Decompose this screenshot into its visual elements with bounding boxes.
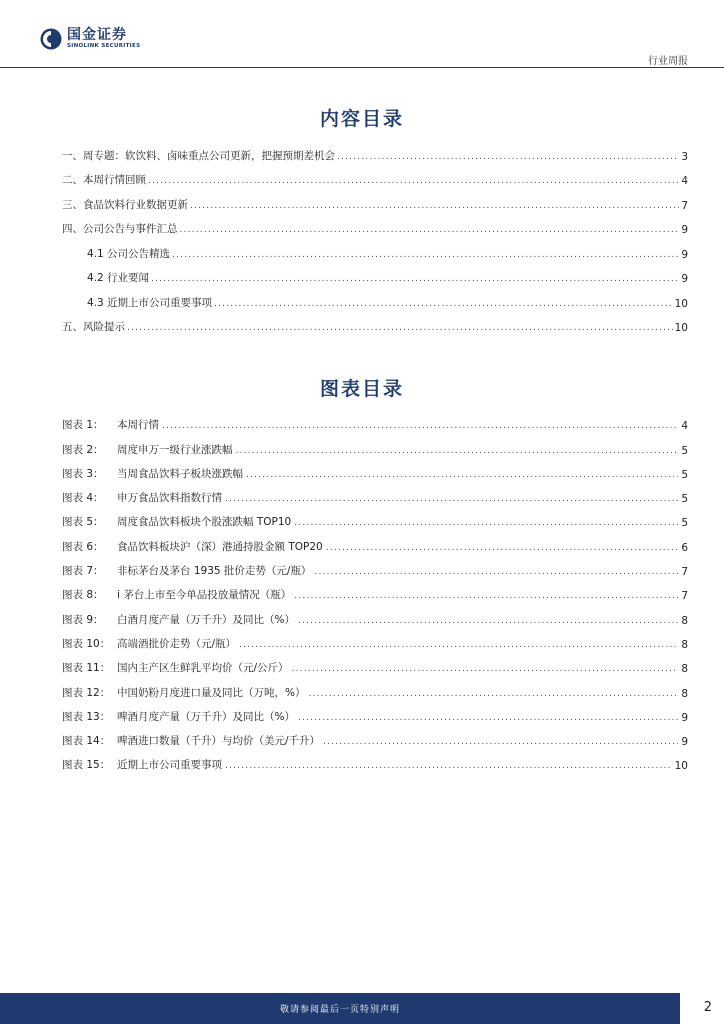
dot-leader — [294, 518, 678, 529]
figure-num: 图表 6： — [62, 540, 104, 553]
figure-page: 5 — [681, 493, 688, 506]
figure-num: 图表 14： — [62, 735, 111, 748]
figure-num: 图表 15： — [62, 759, 111, 772]
figure-page: 7 — [681, 566, 688, 579]
figure-label: 申万食品饮料指数行情 — [117, 492, 222, 505]
figure-page: 5 — [681, 444, 688, 457]
dot-leader — [298, 616, 678, 627]
toc-item[interactable] — [62, 138, 688, 163]
list-of-figures — [62, 408, 688, 772]
dot-leader — [127, 323, 673, 334]
figure-item[interactable] — [62, 554, 688, 578]
figure-page: 5 — [681, 517, 688, 530]
dot-leader — [314, 567, 678, 578]
dot-leader — [337, 152, 679, 163]
figure-label: 当周食品饮料子板块涨跌幅 — [117, 467, 243, 480]
toc-item-page: 10 — [674, 297, 688, 310]
figure-label: 中国奶粉月度进口量及同比（万吨，%） — [117, 686, 306, 699]
toc-item-page: 9 — [681, 248, 688, 261]
toc-item-page: 4 — [681, 175, 688, 187]
figure-num: 图表 10： — [62, 637, 111, 650]
figure-page: 7 — [681, 590, 688, 603]
toc-item-label: 二、本周行情回顾 — [62, 174, 146, 186]
figure-label: 非标茅台及茅台 1935 批价走势（元/瓶） — [117, 565, 312, 578]
toc-item[interactable] — [62, 310, 688, 335]
dot-leader — [190, 201, 679, 212]
figure-item[interactable] — [62, 408, 688, 432]
company-logo — [40, 28, 140, 50]
toc-item-label: 五、风险提示 — [62, 321, 125, 333]
figure-num: 图表 13： — [62, 710, 111, 723]
figure-num: 图表 3： — [62, 467, 104, 480]
toc-subitem[interactable] — [62, 236, 688, 261]
toc-item-label: 4.2 行业要闻 — [87, 272, 150, 284]
figure-item[interactable] — [62, 481, 688, 505]
toc-subitem[interactable] — [62, 261, 688, 286]
dot-leader — [323, 737, 678, 748]
figure-item[interactable] — [62, 700, 688, 724]
figure-item[interactable] — [62, 724, 688, 748]
dot-leader — [225, 761, 672, 772]
figure-label: 啤酒月度产量（万千升）及同比（%） — [117, 710, 295, 723]
figure-page: 6 — [681, 541, 688, 554]
dot-leader — [151, 274, 679, 285]
logo-cn-text: 国金证券 — [67, 27, 127, 44]
figure-item[interactable] — [62, 432, 688, 456]
page-number: 2 — [703, 1000, 712, 1015]
dot-leader — [148, 176, 679, 187]
toc-item-label: 四、公司公告与事件汇总 — [62, 223, 178, 235]
dot-leader — [214, 299, 673, 310]
figure-num: 图表 11： — [62, 662, 111, 675]
page-footer — [0, 993, 724, 1024]
figure-item[interactable] — [62, 675, 688, 699]
dot-leader — [246, 470, 678, 481]
figure-num: 图表 5： — [62, 516, 104, 529]
toc-item-page: 7 — [681, 199, 688, 212]
toc-item-page: 10 — [674, 322, 688, 334]
figure-num: 图表 4： — [62, 492, 104, 505]
figure-num: 图表 7： — [62, 565, 104, 578]
table-of-contents — [62, 138, 688, 334]
figure-item[interactable] — [62, 529, 688, 553]
figure-item[interactable] — [62, 457, 688, 481]
figure-item[interactable] — [62, 505, 688, 529]
dot-leader — [308, 689, 678, 700]
figure-label: 啤酒进口数量（千升）与均价（美元/千升） — [117, 735, 321, 748]
figure-item[interactable] — [62, 627, 688, 651]
figures-title: 图表目录 — [319, 378, 404, 400]
figure-label: 周度食品饮料板块个股涨跌幅 TOP10 — [117, 516, 292, 529]
dot-leader — [225, 494, 678, 505]
figure-label: 食品饮料板块沪（深）港通持股金额 TOP20 — [117, 540, 323, 553]
dot-leader — [326, 543, 679, 554]
figure-page: 9 — [681, 711, 688, 724]
figure-num: 图表 9： — [62, 613, 104, 626]
toc-item-label: 4.1 公司公告精选 — [87, 247, 171, 260]
figure-label: i 茅台上市至今单品投放量情况（瓶） — [117, 589, 292, 602]
toc-item[interactable] — [62, 187, 688, 212]
dot-leader — [292, 664, 679, 675]
figure-num: 图表 8： — [62, 589, 104, 602]
toc-item-page: 9 — [681, 224, 688, 236]
figure-item[interactable] — [62, 602, 688, 626]
toc-item-label: 4.3 近期上市公司重要事项 — [87, 296, 213, 309]
page-header — [0, 0, 724, 70]
toc-item-label: 三、食品饮料行业数据更新 — [62, 198, 188, 211]
toc-item-label: 一、周专题：软饮料、卤味重点公司更新，把握预期差机会 — [62, 149, 335, 162]
figure-label: 高端酒批价走势（元/瓶） — [117, 637, 237, 650]
dot-leader — [298, 713, 678, 724]
sinolink-logo-icon — [40, 28, 62, 50]
dot-leader — [180, 225, 680, 236]
figure-page: 8 — [681, 663, 688, 676]
figure-num: 图表 2： — [62, 443, 104, 456]
figure-page: 5 — [681, 468, 688, 481]
toc-item-page: 9 — [681, 273, 688, 285]
footer-disclaimer: 敬请参阅最后一页特别声明 — [279, 1005, 400, 1015]
toc-item[interactable] — [62, 212, 688, 237]
dot-leader — [294, 591, 678, 602]
dot-leader — [239, 640, 678, 651]
figure-label: 周度申万一级行业涨跌幅 — [117, 443, 233, 456]
figure-item[interactable] — [62, 748, 688, 772]
toc-item-page: 3 — [681, 150, 688, 163]
header-divider — [0, 67, 724, 68]
figure-page: 9 — [681, 736, 688, 749]
figure-item[interactable] — [62, 578, 688, 602]
figure-page: 10 — [674, 760, 688, 773]
figure-num: 图表 12： — [62, 686, 111, 699]
figure-label: 近期上市公司重要事项 — [117, 759, 222, 772]
dot-leader — [162, 421, 678, 432]
figure-page: 8 — [681, 687, 688, 700]
toc-title: 内容目录 — [319, 108, 404, 130]
dot-leader — [172, 250, 679, 261]
toc-item[interactable] — [62, 163, 688, 188]
toc-subitem[interactable] — [62, 285, 688, 310]
figure-item[interactable] — [62, 651, 688, 675]
dot-leader — [236, 446, 679, 457]
report-type: 行业周报 — [648, 56, 688, 67]
figure-page: 8 — [681, 638, 688, 651]
logo-en-text: SINOLINK SECURITIES — [67, 43, 141, 50]
figure-page: 8 — [681, 614, 688, 627]
figure-page: 4 — [681, 420, 688, 433]
figure-label: 白酒月度产量（万千升）及同比（%） — [117, 613, 295, 626]
figure-num: 图表 1： — [62, 419, 104, 432]
figure-label: 国内主产区生鲜乳平均价（元/公斤） — [117, 662, 289, 675]
figure-label: 本周行情 — [117, 419, 159, 432]
